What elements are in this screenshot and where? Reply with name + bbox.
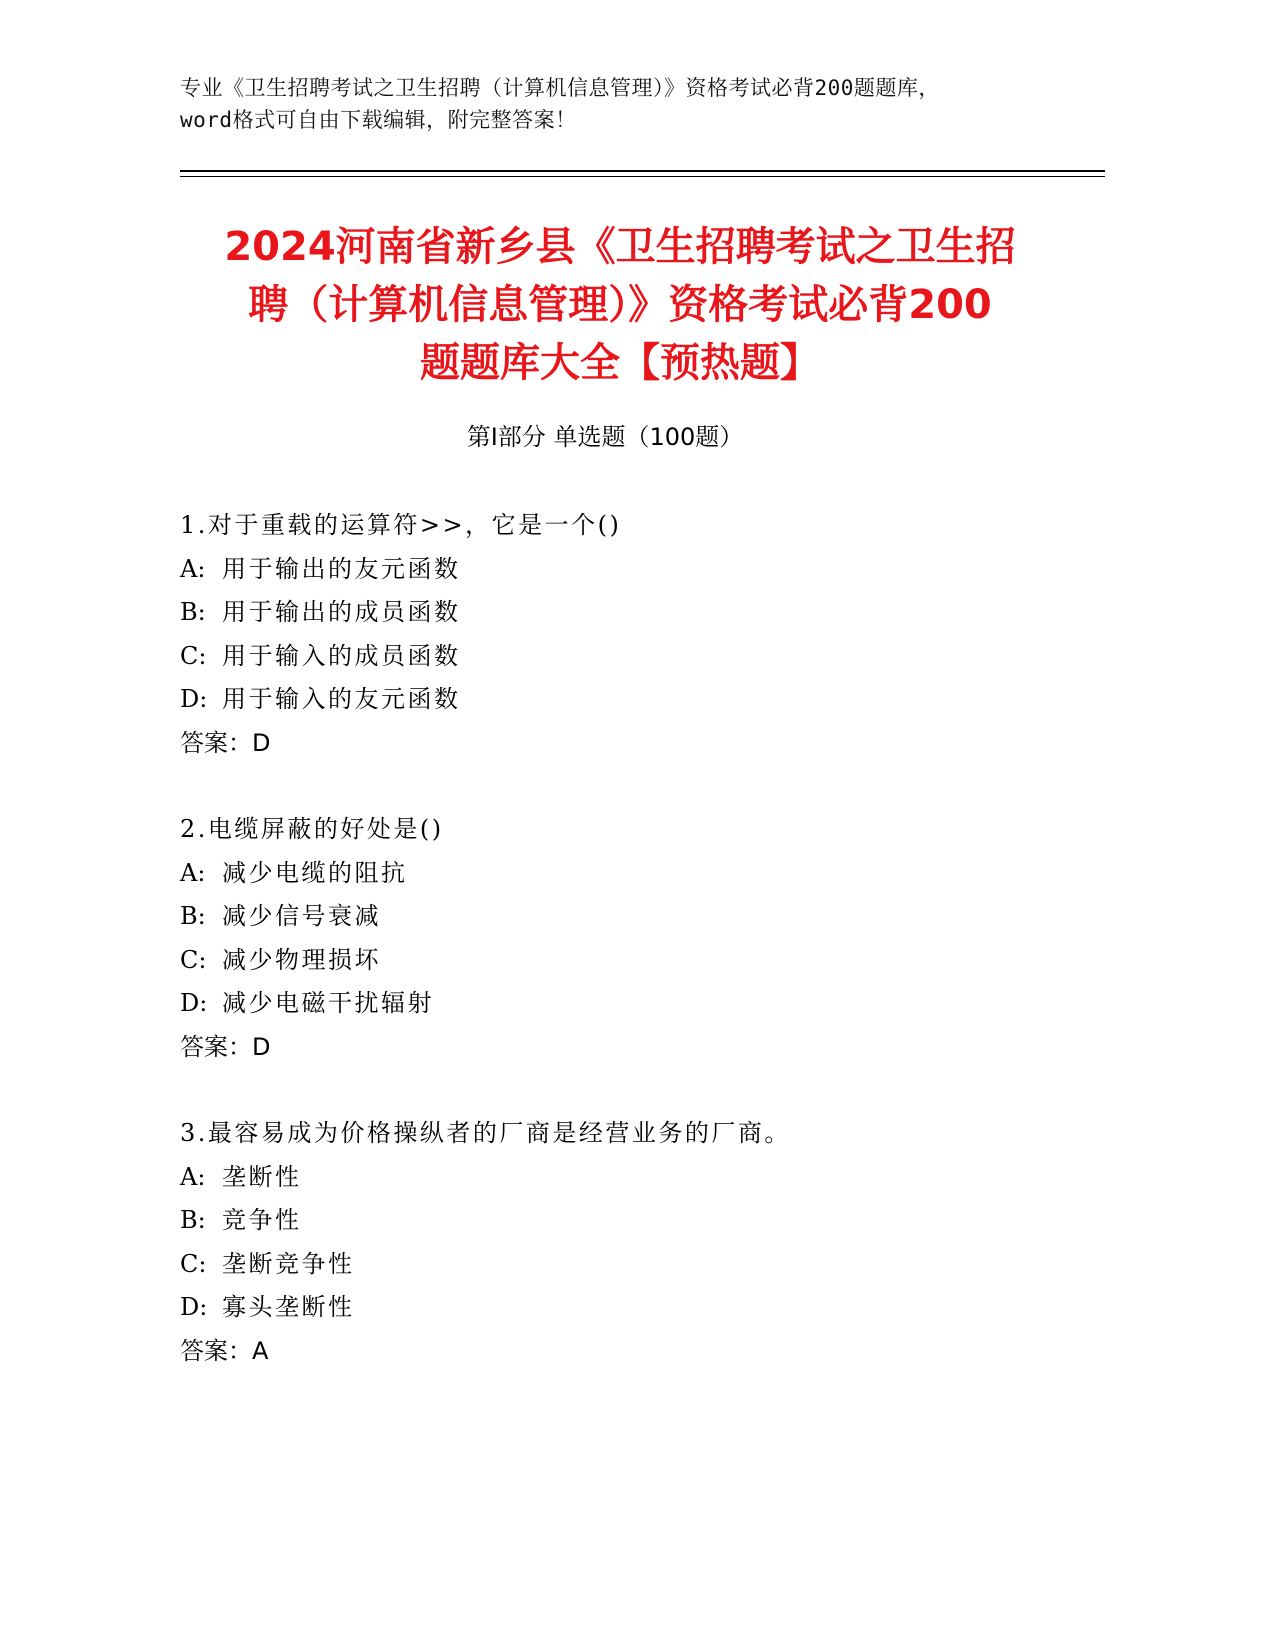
- option-letter: A:: [180, 554, 206, 583]
- option-letter: C:: [180, 945, 207, 974]
- option-letter: B:: [180, 1206, 206, 1234]
- option-text: 用于输出的成员函数: [222, 598, 461, 626]
- option-a: [180, 852, 1140, 896]
- option-letter: D:: [180, 685, 208, 713]
- section-heading: 第I部分 单选题（100题）: [466, 423, 744, 451]
- question-stem: 2.电缆屏蔽的好处是(): [180, 815, 444, 843]
- option-text: 减少电磁干扰辐射: [222, 989, 434, 1017]
- question-stem: 1.对于重载的运算符>>，它是一个(): [180, 511, 622, 539]
- option-a: [180, 548, 1140, 592]
- header-note-line-1: 专业《卫生招聘考试之卫生招聘（计算机信息管理）》资格考试必背200题题库，: [180, 76, 940, 100]
- option-b: [180, 1199, 1140, 1243]
- question-list: [180, 504, 1140, 1416]
- header-divider-thick: [180, 170, 1105, 172]
- option-a: [180, 1156, 1140, 1200]
- option-letter: B:: [180, 598, 206, 626]
- option-text: 垄断竞争性: [222, 1249, 355, 1278]
- option-text: 用于输入的友元函数: [222, 685, 461, 713]
- question-stem: 3.最容易成为价格操纵者的厂商是经营业务的厂商。: [180, 1119, 791, 1147]
- title-line-1: 2024河南省新乡县《卫生招聘考试之卫生招: [224, 224, 1016, 270]
- question-item: [180, 504, 1140, 765]
- option-letter: B:: [180, 902, 206, 930]
- option-letter: D:: [180, 1293, 208, 1321]
- header-note-line-2: word格式可自由下载编辑，附完整答案！: [180, 108, 577, 132]
- option-c: [180, 635, 1140, 679]
- option-text: 垄断性: [222, 1162, 302, 1191]
- option-b: [180, 591, 1140, 635]
- answer-line: 答案：D: [180, 1032, 271, 1061]
- answer-line: 答案：D: [180, 728, 271, 757]
- header-divider-thin: [180, 176, 1105, 177]
- option-text: 用于输入的成员函数: [222, 641, 461, 670]
- option-c: [180, 1243, 1140, 1287]
- option-letter: C:: [180, 1249, 207, 1278]
- option-d: [180, 678, 1140, 722]
- document-title: [150, 218, 1090, 392]
- option-d: [180, 982, 1140, 1026]
- title-line-3: 题题库大全【预热题】: [420, 340, 820, 386]
- option-letter: A:: [180, 1162, 206, 1191]
- option-text: 减少物理损坏: [222, 945, 381, 974]
- option-b: [180, 895, 1140, 939]
- option-c: [180, 939, 1140, 983]
- option-text: 减少信号衰减: [222, 902, 381, 930]
- option-d: [180, 1286, 1140, 1330]
- answer-line: 答案：A: [180, 1336, 269, 1365]
- option-letter: A:: [180, 858, 206, 887]
- option-text: 寡头垄断性: [222, 1293, 355, 1321]
- title-line-2: 聘（计算机信息管理）》资格考试必背200: [248, 282, 992, 328]
- option-text: 竞争性: [222, 1206, 302, 1234]
- header-note: [180, 72, 1120, 136]
- question-item: [180, 808, 1140, 1069]
- option-letter: D:: [180, 989, 208, 1017]
- option-text: 减少电缆的阻抗: [222, 858, 408, 887]
- question-item: [180, 1112, 1140, 1373]
- option-letter: C:: [180, 641, 207, 670]
- option-text: 用于输出的友元函数: [222, 554, 461, 583]
